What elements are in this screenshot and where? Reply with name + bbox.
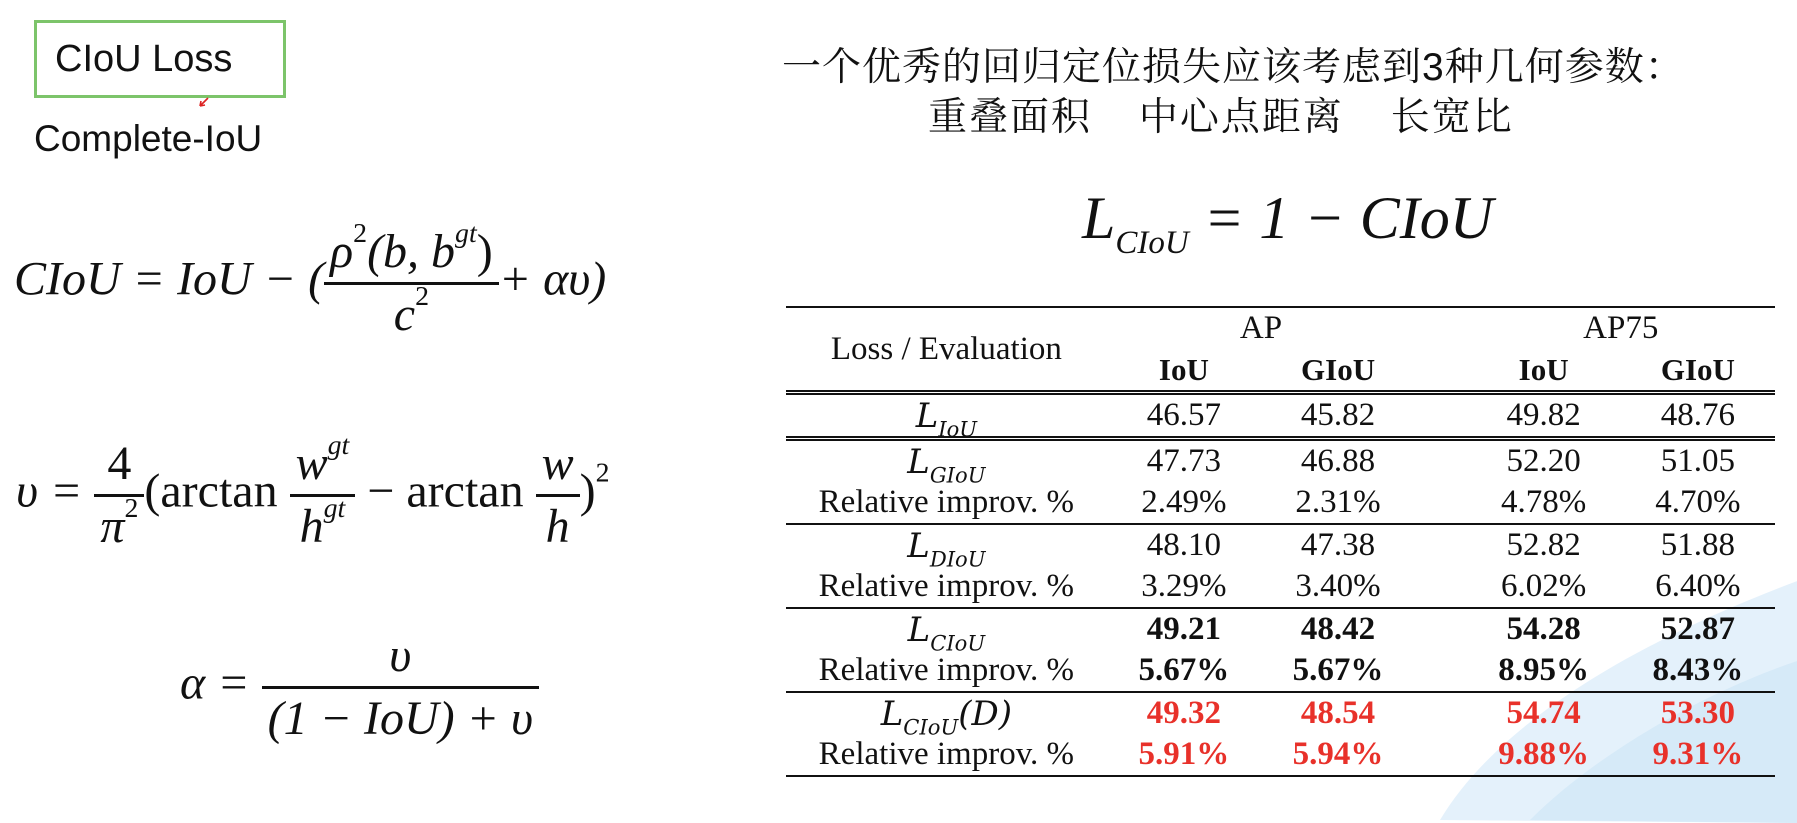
loss-rhs: = 1 − CIoU: [1188, 185, 1494, 251]
loss-diou-name: [907, 525, 986, 571]
rho-exponent: 2: [353, 217, 368, 249]
table-cell: 48.76: [1621, 393, 1775, 439]
rho-symbol: ρ: [330, 225, 354, 278]
subtitle: Complete-IoU: [34, 118, 263, 159]
table-cell: 46.88: [1261, 439, 1415, 483]
table-cell: 49.82: [1467, 393, 1621, 439]
alpha-formula: [180, 629, 539, 745]
v-formula: [16, 429, 610, 553]
table-cell: 49.32: [1107, 692, 1261, 734]
table-cell: 8.95%: [1498, 652, 1590, 688]
table-cell: 5.91%: [1107, 734, 1261, 776]
loss-diou-sub: DIoU: [929, 545, 986, 571]
table-cell: 3.40%: [1295, 568, 1381, 604]
table-cell: 5.67%: [1138, 652, 1230, 688]
table-cell: 54.28: [1467, 608, 1621, 650]
relative-improv-label: Relative improv. %: [818, 652, 1075, 688]
arctan-open: (arctan: [144, 464, 290, 518]
h-symbol: h: [545, 500, 570, 553]
loss-ciou-sub: CIoU: [930, 629, 986, 655]
four-over-pi-fraction: [94, 437, 144, 553]
item-aspect-ratio: 长宽比: [1390, 96, 1514, 139]
table-cell: 8.43%: [1652, 652, 1744, 688]
table-cell: 2.31%: [1295, 484, 1381, 520]
c-exponent: 2: [415, 280, 429, 312]
table-cell: 47.73: [1107, 439, 1261, 483]
ciou-eq: = IoU − (: [120, 252, 325, 306]
pi-symbol: π: [100, 500, 125, 553]
rho-close: ): [476, 225, 493, 278]
subheader-ap-giou: GIoU: [1261, 349, 1415, 393]
header-ap: AP: [1107, 307, 1415, 349]
table-row: [786, 692, 1775, 734]
bgt-superscript: gt: [455, 217, 477, 249]
w-gt-superscript: gt: [327, 429, 350, 461]
c-symbol: c: [393, 288, 416, 341]
table-cell: 4.70%: [1655, 484, 1741, 520]
header-cn-line1: 一个优秀的回归定位损失应该考虑到3种几何参数：: [782, 46, 1685, 89]
table-cell: 53.30: [1621, 692, 1775, 734]
alpha-lhs: α =: [180, 656, 262, 710]
loss-ciou-d-suffix: (D): [958, 693, 1013, 734]
arctan-close: ): [579, 464, 596, 518]
title-label: CIoU Loss: [55, 37, 233, 80]
wgt-over-hgt-fraction: [290, 429, 356, 553]
table-cell: 6.02%: [1501, 568, 1587, 604]
loss-symbol: L: [915, 395, 939, 436]
loss-symbol: L: [880, 693, 904, 734]
table-cell: 51.05: [1621, 439, 1775, 483]
table-cell: 3.29%: [1141, 568, 1227, 604]
table-cell: 45.82: [1261, 393, 1415, 439]
ciou-fraction: [324, 217, 499, 341]
header-ap75: AP75: [1467, 307, 1775, 349]
loss-iou-sub: IoU: [938, 415, 978, 441]
table-cell: 9.88%: [1467, 734, 1621, 776]
v-lhs: υ =: [16, 464, 95, 518]
table-cell: 51.88: [1621, 524, 1775, 566]
table-cell: 4.78%: [1501, 484, 1587, 520]
results-table: [786, 306, 1775, 777]
arctan-mid: − arctan: [355, 464, 536, 518]
ciou-tail: + αυ): [498, 252, 607, 306]
pi-exponent: 2: [124, 492, 139, 524]
table-corner-label: Loss / Evaluation: [786, 307, 1107, 393]
relative-improv-label: Relative improv. %: [818, 568, 1075, 604]
h-gt-superscript: gt: [323, 492, 346, 524]
table-row: [786, 393, 1775, 439]
alpha-denominator: (1 − IoU) + υ: [267, 692, 534, 745]
table-cell: 49.21: [1107, 608, 1261, 650]
table-row: [786, 650, 1775, 692]
ciou-formula: [14, 217, 607, 341]
rho-args: (b, b: [367, 225, 456, 278]
loss-symbol: L: [907, 441, 930, 482]
table-cell: 52.82: [1467, 524, 1621, 566]
cursor-arrow-icon: [196, 96, 212, 112]
subheader-ap75-iou: IoU: [1467, 349, 1621, 393]
table-cell: 2.49%: [1141, 484, 1227, 520]
header-cn-items: [928, 86, 1548, 142]
loss-ciou-d-sub: CIoU: [903, 713, 959, 739]
loss-giou-name: [907, 441, 986, 487]
subheader-ap75-giou: GIoU: [1621, 349, 1775, 393]
table-cell: 48.42: [1261, 608, 1415, 650]
table-cell: 5.94%: [1261, 734, 1415, 776]
loss-ciou-d-name: [880, 693, 1013, 739]
table-cell: 46.57: [1107, 393, 1261, 439]
square-exponent: 2: [595, 457, 610, 489]
loss-giou-sub: GIoU: [929, 461, 986, 487]
alpha-fraction: [262, 629, 539, 745]
w-over-h-fraction: [536, 437, 580, 553]
table-row: [786, 439, 1775, 483]
four-numerator: 4: [94, 440, 144, 497]
loss-symbol: L: [907, 609, 931, 650]
loss-iou-name: [915, 395, 978, 441]
table-cell: 52.20: [1467, 439, 1621, 483]
table-row: [786, 482, 1775, 524]
table-cell: 48.54: [1261, 692, 1415, 734]
item-center-distance: 中心点距离: [1138, 96, 1344, 139]
table-cell: 47.38: [1261, 524, 1415, 566]
w-gt: w: [295, 437, 328, 490]
loss-symbol: L: [907, 525, 930, 566]
table-row: [786, 608, 1775, 650]
table-cell: 9.31%: [1621, 734, 1775, 776]
relative-improv-label: Relative improv. %: [786, 734, 1107, 776]
relative-improv-label: Relative improv. %: [818, 484, 1075, 520]
alpha-numerator: υ: [262, 632, 539, 689]
subheader-ap-iou: IoU: [1107, 349, 1261, 393]
table-cell: 48.10: [1107, 524, 1261, 566]
title-box: [34, 20, 286, 98]
loss-L: L: [1082, 185, 1116, 251]
item-overlap-area: 重叠面积: [928, 96, 1093, 139]
table-cell: 5.67%: [1292, 652, 1384, 688]
loss-subscript: CIoU: [1115, 224, 1189, 261]
loss-ciou-name: [907, 609, 986, 655]
table-cell: 52.87: [1621, 608, 1775, 650]
table-row: [786, 566, 1775, 608]
w-symbol: w: [536, 440, 580, 497]
table-cell: 54.74: [1467, 692, 1621, 734]
ciou-lhs: CIoU: [14, 252, 121, 306]
table-row: [786, 734, 1775, 776]
loss-formula: [1082, 185, 1494, 261]
table-row: [786, 524, 1775, 566]
table-cell: 6.40%: [1655, 568, 1741, 604]
h-gt: h: [299, 500, 324, 553]
